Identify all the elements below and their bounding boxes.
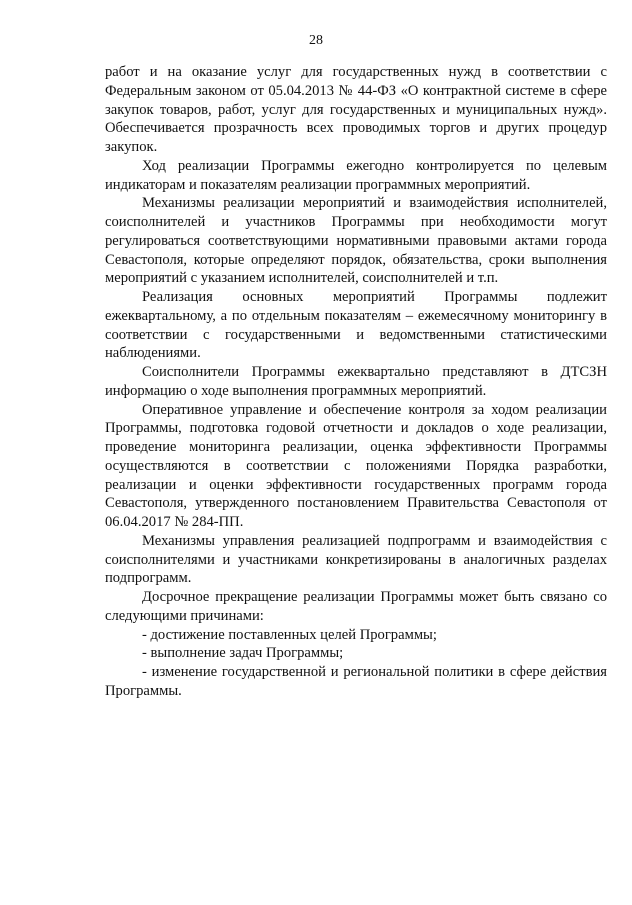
list-item-goals-achieved: - достижение поставленных целей Программы; bbox=[142, 626, 437, 643]
page-number: 28 bbox=[309, 33, 323, 48]
list-item-policy-change: - изменение государственной и региональной политики в сфере действия Программы. bbox=[105, 664, 607, 699]
paragraph-monitoring: Реализация основных мероприятий Программы подлежит ежеквартальному, а по отдельным показателям – ежемесячному мониторингу в соответствии с государственными и ведомственными статистическими наблюдениями. bbox=[105, 289, 607, 362]
paragraph-co-executors-reporting: Соисполнители Программы ежеквартально представляют в ДТСЗН информацию о ходе выполнения программных мероприятий. bbox=[105, 364, 607, 399]
paragraph-progress-control: Ход реализации Программы ежегодно контролируется по целевым индикаторам и показателям реализации программных мероприятий. bbox=[105, 157, 607, 193]
paragraph-implementation-mechanisms: Механизмы реализации мероприятий и взаимодействия исполнителей, соисполнителей и участников Программы при необходимости могут регулироваться соответствующими нормативными правовыми актами города Севастополя, которые определяют порядок, обязательства, сроки выполнения мероприятий с указанием исполнителей, соисполнителей и т.п. bbox=[105, 195, 607, 287]
paragraph-early-termination: Досрочное прекращение реализации Программы может быть связано со следующими причинами: bbox=[105, 589, 607, 624]
paragraph-operational-management: Оперативное управление и обеспечение контроля за ходом реализации Программы, подготовка годовой отчетности и докладов о ходе реализации, проведение мониторинга реализации, оценка эффективности Программы осуществляются в соответствии с положениями Порядка разработки, реализации и оценки эффективности государственных программ города Севастополя, утвержденного постановлением Правительства Севастополя от 06.04.2017 № 284-ПП. bbox=[105, 401, 607, 530]
paragraph-subprogram-management: Механизмы управления реализацией подпрограмм и взаимодействия с соисполнителями и участниками конкретизированы в аналогичных разделах подпрограмм. bbox=[105, 532, 607, 587]
document-body bbox=[105, 63, 607, 701]
list-item-tasks-completed: - выполнение задач Программы; bbox=[142, 645, 344, 662]
paragraph-procurement: работ и на оказание услуг для государственных нужд в соответствии с Федеральным законом от 05.04.2013 № 44-ФЗ «О контрактной системе в сфере закупок товаров, работ, услуг для государственных и муниципальных нужд». Обеспечивается прозрачность всех проводимых торгов и других процедур закупок. bbox=[105, 64, 607, 155]
